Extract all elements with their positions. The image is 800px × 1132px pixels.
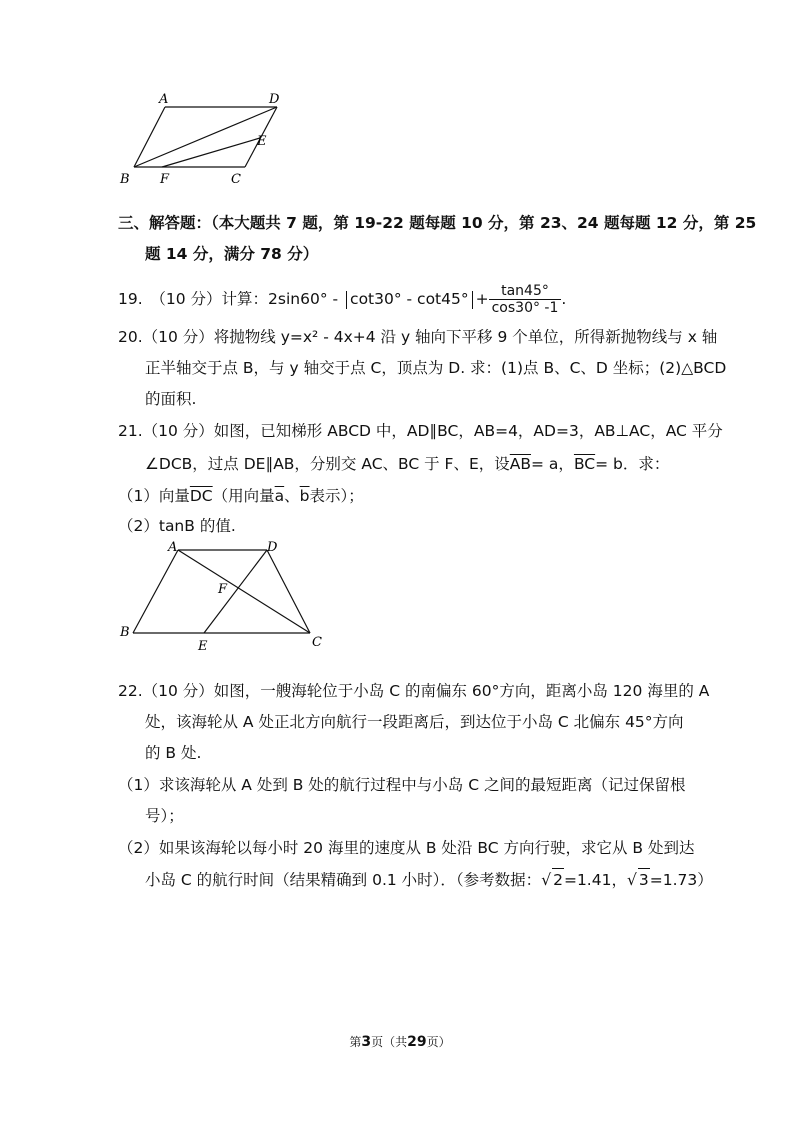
q19-frac-den: cos30° -1: [491, 300, 559, 316]
q21-line1: 21.（10 分）如图，已知梯形 ABCD 中，AD∥BC，AB=4，AD=3，AB⊥AC，AC 平分: [118, 422, 723, 440]
label-d: D: [267, 540, 278, 555]
vector-a: $\overline{a}$: [274, 487, 285, 505]
figure-parallelogram: [110, 90, 290, 190]
label-b: B: [120, 625, 130, 640]
q21-sub1-pre: （1）向量: [118, 487, 190, 505]
q20-line2: 正半轴交于点 B，与 y 轴交于点 C，顶点为 D. 求：(1)点 B、C、D 坐标；(2)△BCD: [145, 359, 727, 377]
footer-total-pages: 29: [407, 1034, 427, 1050]
q19-abs-content: cot30° - cot45°: [350, 290, 469, 308]
label-e: E: [257, 134, 267, 149]
q21-eq-a: = a，: [531, 455, 574, 473]
question-19: [118, 282, 566, 316]
segment-fe: [162, 138, 260, 167]
label-d: D: [269, 92, 280, 107]
label-a: A: [159, 92, 169, 107]
label-e: E: [198, 639, 208, 654]
segment-de: [204, 550, 267, 633]
q21-line2: [145, 451, 669, 475]
sqrt-2: 2: [552, 868, 564, 891]
q21-sub1: [118, 483, 364, 507]
q21-eq-b: = b．求：: [595, 455, 670, 473]
label-c: C: [312, 635, 322, 650]
q22-line3: 的 B 处.: [145, 744, 202, 762]
section-heading-line1: 三、解答题：（本大题共 7 题，第 19-22 题每题 10 分，第 23、24 题每题 12 分，第 25: [118, 214, 757, 232]
page-footer: [0, 1033, 800, 1050]
q22-line1: 22.（10 分）如图，一艘海轮位于小岛 C 的南偏东 60°方向，距离小岛 120 海里的 A: [118, 682, 710, 700]
vector-bc: $\overline{BC}$: [573, 455, 596, 473]
q21-sub2: （2）tanB 的值.: [118, 517, 236, 535]
q22-line5: 号）；: [145, 807, 184, 825]
q22-line4: （1）求该海轮从 A 处到 B 处的航行过程中与小岛 C 之间的最短距离（记过保留根: [118, 776, 686, 794]
vector-b: $\overline{b}$: [299, 487, 310, 505]
q21-sub1-comma: 、: [284, 487, 300, 505]
q19-suffix: .: [561, 290, 567, 308]
q19-fraction: [489, 283, 562, 316]
label-c: C: [231, 172, 241, 187]
footer-page-number: 3: [361, 1034, 372, 1050]
footer-pre: 第: [349, 1035, 362, 1049]
q20-line3: 的面积.: [145, 390, 197, 408]
figure-trapezoid: [112, 538, 332, 656]
label-a: A: [168, 540, 178, 555]
footer-post: 页）: [426, 1035, 451, 1049]
label-f: F: [160, 172, 170, 187]
segment-ab: [133, 550, 178, 633]
q19-plus: +: [475, 290, 489, 308]
q21-sub1-mid: （用向量: [212, 487, 275, 505]
segment-dc: [267, 550, 310, 633]
label-f: F: [218, 582, 228, 597]
segment-ab: [134, 107, 165, 167]
q19-prefix: 19. （10 分）计算：2sin60° -: [118, 290, 344, 308]
footer-mid: 页（共: [371, 1035, 408, 1049]
sqrt-icon: √: [626, 871, 637, 889]
q20-line1: 20.（10 分）将抛物线 y=x² - 4x+4 沿 y 轴向下平移 9 个单位，所得新抛物线与 x 轴: [118, 328, 718, 346]
q22-line7-text: 小岛 C 的航行时间（结果精确到 0.1 小时）．（参考数据：: [145, 871, 542, 889]
sqrt-3: 3: [638, 868, 650, 891]
q21-line2-text: ∠DCB，过点 DE∥AB，分别交 AC、BC 于 F、E，设: [145, 455, 510, 473]
label-b: B: [120, 172, 130, 187]
q22-line7: [145, 868, 713, 891]
sqrt-icon: √: [541, 871, 552, 889]
q21-sub1-post: 表示）；: [309, 487, 364, 505]
vector-ab: $\overline{AB}$: [509, 455, 532, 473]
segment-bd: [134, 107, 277, 167]
segment-ac: [178, 550, 310, 633]
q22-line6: （2）如果该海轮以每小时 20 海里的速度从 B 处沿 BC 方向行驶，求它从 B 处到达: [118, 839, 695, 857]
q22-val2: =1.41，: [563, 871, 627, 889]
q22-val3: =1.73）: [649, 871, 713, 889]
vector-dc: $\overline{DC}$: [189, 487, 213, 505]
q19-frac-num: tan45°: [489, 283, 562, 300]
section-heading-line2: 题 14 分，满分 78 分）: [145, 245, 319, 263]
q22-line2: 处，该海轮从 A 处正北方向航行一段距离后，到达位于小岛 C 北偏东 45°方向: [145, 713, 684, 731]
